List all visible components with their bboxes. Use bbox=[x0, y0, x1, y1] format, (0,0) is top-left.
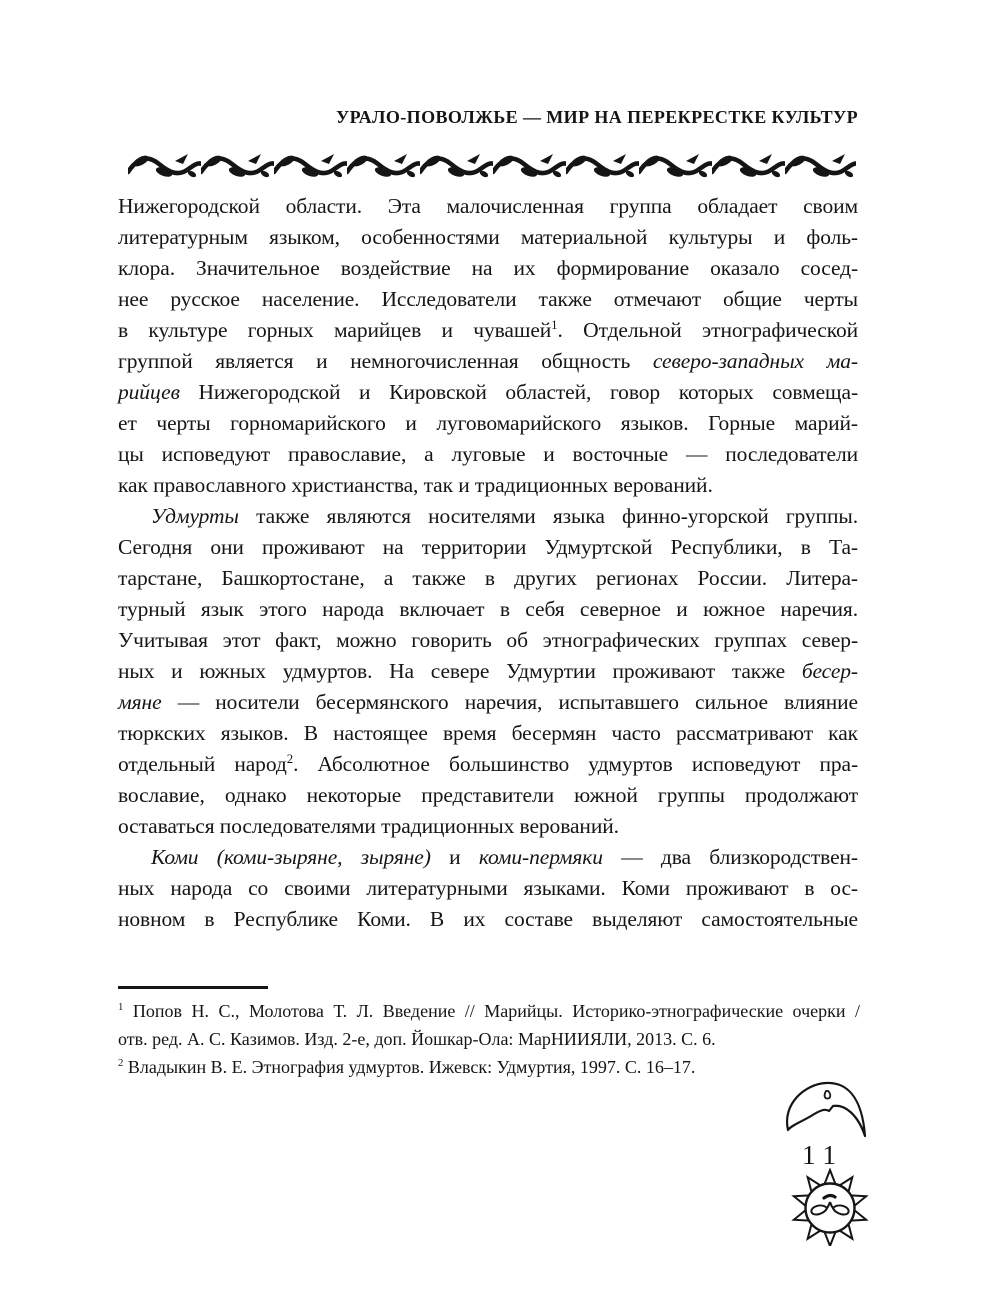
text-segment: ет черты горномарийского и луговомарийского языков. Горные марий- bbox=[118, 411, 858, 435]
footnote-marker: 2 bbox=[286, 751, 294, 766]
text-line bbox=[118, 997, 860, 1025]
text-line bbox=[118, 470, 858, 501]
text-segment: Нижегородской и Кировской областей, говор которых совмеща- bbox=[179, 380, 858, 404]
footnote-marker: 2 bbox=[118, 1057, 124, 1069]
text-segment: рийцев bbox=[118, 380, 180, 404]
text-segment: в культуре горных марийцев и чувашей bbox=[118, 318, 552, 342]
text-segment: вославие, однако некоторые представители южной группы продолжают bbox=[118, 783, 858, 807]
text-line bbox=[118, 1053, 860, 1081]
text-line bbox=[118, 842, 858, 873]
text-line bbox=[118, 253, 858, 284]
text-segment: также являются носителями языка финно-угорской группы. bbox=[238, 504, 858, 528]
text-segment: . Абсолютное большинство удмуртов исповедуют пра- bbox=[293, 752, 859, 776]
text-line bbox=[118, 780, 858, 811]
text-line bbox=[118, 315, 858, 346]
page-number: 11 bbox=[802, 1140, 844, 1170]
text-segment: Удмурты bbox=[151, 504, 239, 528]
text-line bbox=[118, 563, 858, 594]
text-segment: ных народа со своими литературными языками. Коми проживают в ос- bbox=[118, 876, 858, 900]
text-segment: Учитывая этот факт, можно говорить об этнографических группах север- bbox=[118, 628, 858, 652]
body-text bbox=[118, 191, 858, 935]
text-line bbox=[118, 191, 858, 222]
text-segment: бесер- bbox=[801, 659, 858, 683]
text-segment: — носители бесермянского наречия, испытавшего сильное влияние bbox=[161, 690, 858, 714]
text-line bbox=[118, 222, 858, 253]
text-line bbox=[118, 687, 858, 718]
text-segment: — два близкородствен- bbox=[602, 845, 858, 869]
text-line bbox=[118, 811, 858, 842]
text-line bbox=[118, 532, 858, 563]
text-segment: и bbox=[430, 845, 479, 869]
text-segment: турный язык этого народа включает в себя северное и южное наречия. bbox=[118, 597, 858, 621]
text-line bbox=[118, 439, 858, 470]
text-segment: нее русское население. Исследователи также отмечают общие черты bbox=[118, 287, 858, 311]
text-segment: ных и южных удмуртов. На севере Удмуртии проживают также bbox=[118, 659, 802, 683]
text-segment: группой является и немногочисленная общность bbox=[118, 349, 653, 373]
text-segment: Владыкин В. Е. Этнография удмуртов. Ижевск: Удмуртия, 1997. С. 16–17. bbox=[123, 1057, 696, 1077]
paragraph bbox=[118, 842, 858, 935]
text-segment: как православного христианства, так и традиционных верований. bbox=[118, 473, 713, 497]
footnote bbox=[118, 997, 860, 1053]
text-line bbox=[118, 594, 858, 625]
running-head: УРАЛО-ПОВОЛЖЬЕ — МИР НА ПЕРЕКРЕСТКЕ КУЛЬТУР bbox=[335, 107, 858, 127]
vine-divider-ornament bbox=[128, 148, 856, 184]
text-line bbox=[118, 501, 858, 532]
text-segment: мяне bbox=[118, 690, 162, 714]
text-segment: северо-западных ма- bbox=[652, 349, 858, 373]
text-line bbox=[118, 346, 858, 377]
footnote-marker: 1 bbox=[551, 317, 558, 332]
footnote-marker: 1 bbox=[118, 1001, 124, 1013]
text-segment: тюркских языков. В настоящее время бесермян часто рассматривают как bbox=[118, 721, 858, 745]
text-segment: . Отдельной этнографической bbox=[557, 318, 858, 342]
text-line bbox=[118, 284, 858, 315]
paragraph bbox=[118, 191, 858, 501]
text-line bbox=[118, 749, 858, 780]
text-line bbox=[118, 1025, 860, 1053]
text-segment: клора. Значительное воздействие на их формирование оказало сосед- bbox=[118, 256, 858, 280]
footnote bbox=[118, 1053, 860, 1081]
text-segment: Нижегородской области. Эта малочисленная группа обладает своим bbox=[118, 194, 858, 218]
crescent-moon-icon bbox=[780, 1076, 870, 1144]
text-line bbox=[118, 873, 858, 904]
text-line bbox=[118, 377, 858, 408]
text-segment: новном в Республике Коми. В их составе выделяют самостоятельные bbox=[118, 907, 858, 931]
text-line bbox=[118, 656, 858, 687]
text-line bbox=[118, 625, 858, 656]
text-segment: Сегодня они проживают на территории Удмуртской Республики, в Та- bbox=[118, 535, 858, 559]
text-segment: литературным языком, особенностями материальной культуры и фоль- bbox=[118, 225, 858, 249]
paragraph bbox=[118, 501, 858, 842]
text-segment: тарстане, Башкортостане, а также в других регионах России. Литера- bbox=[118, 566, 858, 590]
text-line bbox=[118, 408, 858, 439]
text-segment: отв. ред. А. С. Казимов. Изд. 2-е, доп. Йошкар-Ола: МарНИИЯЛИ, 2013. С. 6. bbox=[118, 1029, 716, 1049]
text-segment: Коми (коми-зыряне, зыряне) bbox=[151, 845, 431, 869]
text-segment: цы исповедуют православие, а луговые и восточные — последователи bbox=[118, 442, 858, 466]
text-line bbox=[118, 718, 858, 749]
text-line bbox=[118, 904, 858, 935]
text-segment: коми-пермяки bbox=[478, 845, 603, 869]
text-segment: оставаться последователями традиционных верований. bbox=[118, 814, 619, 838]
vine-leaf-border-svg bbox=[128, 148, 856, 184]
footnotes bbox=[118, 997, 860, 1081]
text-segment: Попов Н. С., Молотова Т. Л. Введение // Марийцы. Историко-этнографические очерки / bbox=[123, 1001, 860, 1021]
sun-icon bbox=[787, 1168, 873, 1246]
text-segment: отдельный народ bbox=[118, 752, 287, 776]
footnote-separator bbox=[118, 986, 268, 989]
